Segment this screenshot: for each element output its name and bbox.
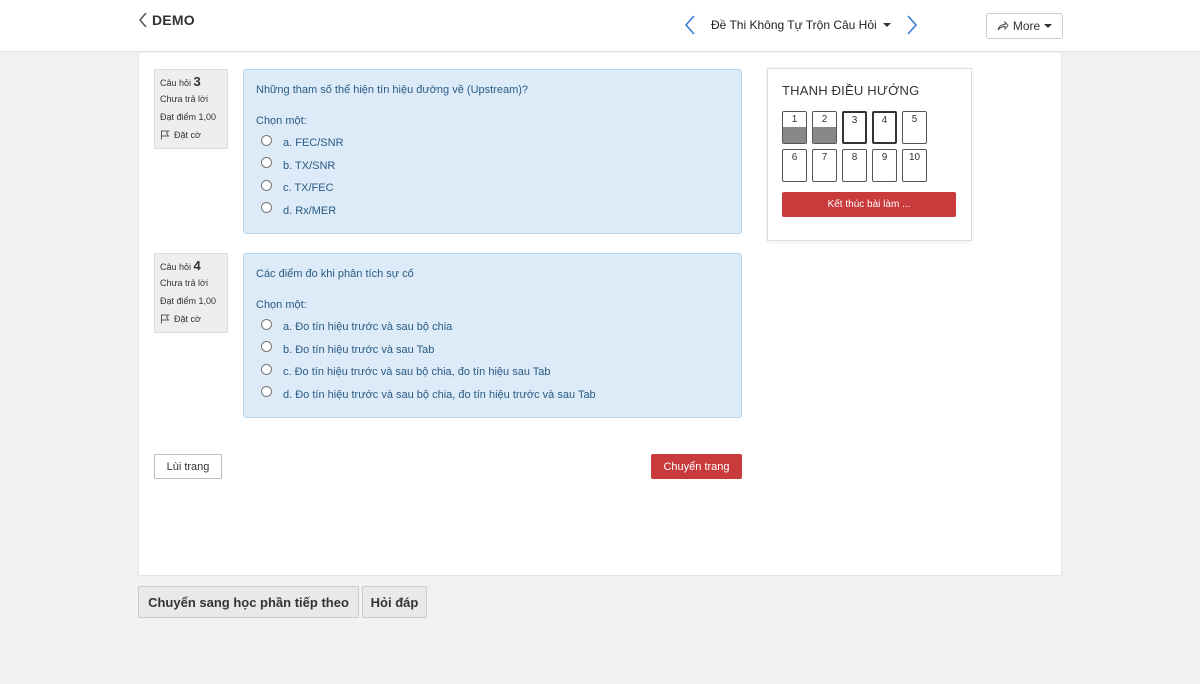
- flag-label: Đặt cờ: [174, 130, 201, 140]
- question-nav-number: 1: [791, 114, 798, 125]
- question-nav-cell[interactable]: [842, 149, 867, 182]
- previous-page-button[interactable]: Lùi trang: [154, 454, 222, 479]
- question-number: 4: [193, 258, 201, 273]
- prev-arrow-icon[interactable]: [683, 14, 697, 36]
- quiz-navigation: [683, 14, 919, 36]
- flag-label: Đặt cờ: [174, 314, 201, 324]
- answer-option[interactable]: [256, 384, 729, 407]
- more-button[interactable]: [986, 13, 1063, 39]
- answer-label: c. Đo tín hiệu trước và sau bộ chia, đo tín hiệu sau Tab: [283, 366, 551, 379]
- radio-button[interactable]: [261, 386, 272, 397]
- question-nav-number: 4: [881, 115, 888, 126]
- question-grid: [782, 111, 957, 182]
- question-nav-number: 8: [851, 152, 858, 163]
- question-nav-number: 2: [821, 114, 828, 125]
- answer-label: c. TX/FEC: [283, 182, 334, 195]
- answer-option[interactable]: [256, 177, 729, 200]
- question-nav-cell[interactable]: [782, 149, 807, 182]
- radio-button[interactable]: [261, 202, 272, 213]
- radio-button[interactable]: [261, 341, 272, 352]
- question-status: Chưa trả lời: [160, 278, 208, 288]
- choose-one-prompt: Chọn một:: [256, 115, 307, 127]
- question-nav-cell[interactable]: [782, 111, 807, 144]
- radio-button[interactable]: [261, 135, 272, 146]
- answer-label: d. Rx/MER: [283, 204, 337, 217]
- answer-label: b. Đo tín hiệu trước và sau Tab: [283, 343, 435, 356]
- question-info-4: [154, 253, 228, 333]
- answer-label: a. Đo tín hiệu trước và sau bộ chia: [283, 321, 453, 334]
- question-label: Câu hỏi: [160, 262, 192, 272]
- back-label: DEMO: [152, 12, 195, 28]
- question-label: Câu hỏi: [160, 78, 192, 88]
- question-nav-cell[interactable]: [872, 111, 897, 144]
- caret-down-icon: [1044, 24, 1052, 28]
- question-box-4: [243, 253, 742, 418]
- back-button[interactable]: [138, 11, 195, 29]
- question-box-3: [243, 69, 742, 234]
- chevron-left-icon: [138, 11, 148, 29]
- quiz-navigation-panel: [767, 68, 972, 241]
- question-nav-number: 10: [908, 152, 921, 163]
- qa-button[interactable]: Hỏi đáp: [362, 586, 427, 618]
- top-bar: [0, 0, 1200, 52]
- flag-question-button[interactable]: [160, 310, 222, 328]
- answer-option[interactable]: [256, 132, 729, 155]
- caret-down-icon: [883, 23, 891, 27]
- question-nav-cell[interactable]: [812, 111, 837, 144]
- quiz-title: Đề Thi Không Tự Trộn Câu Hỏi: [711, 18, 877, 32]
- question-nav-number: 6: [791, 152, 798, 163]
- answer-label: d. Đo tín hiệu trước và sau bộ chia, đo tín hiệu trước và sau Tab: [283, 388, 596, 401]
- question-nav-number: 9: [881, 152, 888, 163]
- question-nav-cell[interactable]: [902, 149, 927, 182]
- answer-option[interactable]: [256, 316, 729, 339]
- answer-option[interactable]: [256, 361, 729, 384]
- flag-icon: [160, 314, 170, 324]
- navigation-title: THANH ĐIỀU HƯỚNG: [782, 83, 920, 98]
- quiz-title-dropdown[interactable]: [711, 18, 891, 32]
- flag-question-button[interactable]: [160, 126, 222, 144]
- question-info-3: [154, 69, 228, 149]
- answer-option[interactable]: [256, 200, 729, 223]
- question-nav-cell[interactable]: [872, 149, 897, 182]
- question-nav-cell[interactable]: [902, 111, 927, 144]
- question-nav-number: 7: [821, 152, 828, 163]
- question-nav-cell[interactable]: [842, 111, 867, 144]
- main-content: [138, 53, 1062, 576]
- radio-button[interactable]: [261, 364, 272, 375]
- answer-option[interactable]: [256, 155, 729, 178]
- radio-button[interactable]: [261, 157, 272, 168]
- answered-fill: [813, 127, 836, 143]
- next-page-button[interactable]: Chuyển trang: [651, 454, 742, 479]
- answer-option[interactable]: [256, 339, 729, 362]
- question-nav-number: 3: [851, 115, 858, 126]
- more-label: More: [1012, 19, 1041, 33]
- question-status: Chưa trả lời: [160, 94, 208, 104]
- question-nav-cell[interactable]: [812, 149, 837, 182]
- question-score: Đạt điểm 1,00: [160, 112, 217, 122]
- question-text: Những tham số thể hiện tín hiệu đường về (Upstream)?: [256, 84, 529, 96]
- finish-attempt-button[interactable]: Kết thúc bài làm ...: [782, 192, 956, 217]
- radio-button[interactable]: [261, 180, 272, 191]
- question-nav-number: 5: [911, 114, 918, 125]
- answer-label: a. FEC/SNR: [283, 137, 344, 150]
- answered-fill: [783, 127, 806, 143]
- choose-one-prompt: Chọn một:: [256, 299, 307, 311]
- question-score: Đạt điểm 1,00: [160, 296, 217, 306]
- answer-label: b. TX/SNR: [283, 159, 336, 172]
- question-number: 3: [193, 74, 201, 89]
- next-section-button[interactable]: Chuyển sang học phần tiếp theo: [138, 586, 359, 618]
- question-text: Các điểm đo khi phân tích sự cố: [256, 268, 414, 280]
- flag-icon: [160, 130, 170, 140]
- next-arrow-icon[interactable]: [905, 14, 919, 36]
- share-icon: [997, 21, 1009, 31]
- radio-button[interactable]: [261, 319, 272, 330]
